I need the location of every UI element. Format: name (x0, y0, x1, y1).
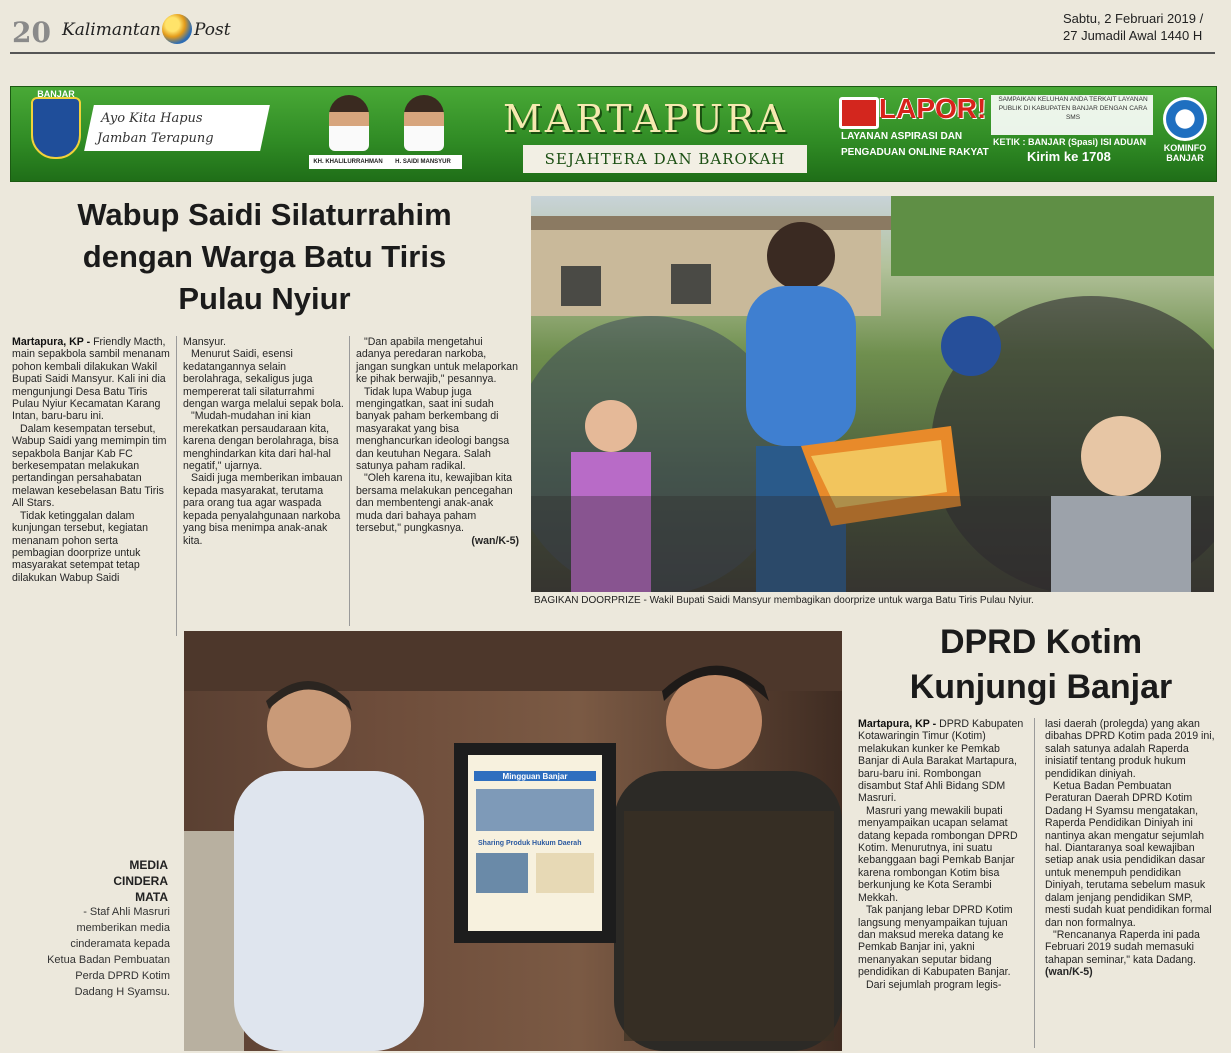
column-divider (349, 336, 350, 626)
lapor-title: LAPOR! (879, 93, 987, 124)
monitor-icon (839, 97, 879, 129)
article2-headline-line-1: DPRD Kotim (939, 623, 1143, 661)
seal-label: BANJAR (37, 89, 75, 99)
article1-headline-line-1: Wabup Saidi Silaturrahim (77, 197, 452, 232)
article1-headline-line-3: Pulau Nyiur (178, 281, 351, 316)
paragraph: "Rencananya Raperda ini pada Februari 2019 sudah memasuki tahapan seminar," kata Dadang. (1045, 928, 1200, 966)
paragraph: DPRD Kabupaten Kotawaringin Timur (Kotim) melakukan kunker ke Pemkab Banjar di Aula Barakat Martapura, baru-baru ini. Rombongan disambut Staf Ahli Bidang SDM Masruri. (858, 718, 1024, 805)
sms-format: KETIK : BANJAR (Spasi) ISI ADUAN (993, 137, 1147, 147)
article2-column-1 (858, 718, 1025, 991)
lapor-subtitle-1: LAYANAN ASPIRASI DAN (841, 131, 963, 142)
sms-number: Kirim ke 1708 (1027, 149, 1111, 164)
caption-title-line-1: MEDIA (129, 858, 168, 872)
kominfo-logo-icon (1163, 97, 1207, 141)
article1-column-2 (183, 336, 344, 547)
paragraph: Ketua Badan Pembuatan Peraturan Daerah DPRD Kotim Dadang H Syamsu mengatakan, Raperda Pendidikan Diniyah ini nantinya akan mengatur sejumlah hal. Diantaranya soal kewajiban setiap anak usia pendidikan dasar untuk menempuh pendidikan Diniyah, terutama sebelum masuk dalam jenjang pendidikan SMP, mesti sudah kuat pendidikan formal dan non formalnya. (1045, 780, 1212, 929)
newspaper-name: Kalimantan (62, 20, 161, 40)
frame-masthead: Mingguan Banjar (502, 772, 568, 781)
kominfo-label: KOMINFO BANJAR (1163, 143, 1207, 163)
issue-date: Sabtu, 2 Februari 2019 / (1063, 11, 1204, 26)
article2-column-2 (1045, 718, 1215, 979)
paragraph: Masruri yang mewakili bupati menyampaikan ucapan selamat datang kepada rombongan DPRD Kotim. Menurutnya, ini suatu kebanggaan bagi Pemkab Banjar karena rombongan Kotim bisa berkunjung ke Kota Serambi Mekkah. (858, 804, 1018, 904)
cindera-mata-scene-illustration (184, 631, 842, 1051)
official-portrait-2 (404, 95, 444, 151)
page-number: 20 (12, 16, 51, 49)
column-divider (176, 336, 177, 636)
article2-signature: (wan/K-5) (1045, 966, 1093, 979)
paragraph: Dari sejumlah program legis- (866, 978, 1002, 991)
paragraph: Tak panjang lebar DPRD Kotim langsung menyampaikan tujuan dan maksud mereka datang ke Pemkab Banjar ini, yakni menanyakan seputar bidang pendidikan di Kabupaten Banjar. (858, 904, 1013, 979)
frame-headline: Sharing Produk Hukum Daerah (478, 840, 582, 847)
slogan-line-1: Ayo Kita Hapus (101, 111, 203, 126)
article2-dateline: Martapura, KP - (858, 718, 937, 730)
column-divider (1034, 718, 1035, 1048)
paragraph: Dalam kesempatan tersebut, Wabup Saidi yang memimpin tim sepakbola Banjar Kab FC berkesempatan melakukan pertandingan persahabatan melawan kesebelasan Batu Tiris All Stars. (12, 422, 167, 510)
caption-title-line-2: CINDERA MATA (113, 874, 168, 904)
slogan-line-2: Jamban Terapung (97, 131, 214, 146)
paragraph: Tidak ketinggalan dalam kunjungan tersebut, kegiatan menanam pohon serta pembagian doorprize untuk masyarakat setempat tetap dilakukan Wabup Saidi (12, 509, 149, 584)
official-name-2: H. SAIDI MANSYUR (384, 155, 462, 169)
banjar-advert-banner (10, 86, 1217, 182)
newspaper-name-suffix: Post (194, 20, 231, 40)
article1-photo (531, 196, 1214, 592)
article1-signature: (wan/K-5) (471, 534, 519, 547)
tagline: SEJAHTERA DAN BAROKAH (544, 150, 786, 168)
paragraph: Tidak lupa Wabup juga mengingatkan, saat ini sudah banyak paham berkembang di masyarakat yang bisa menghancurkan ideologi bangsa dan keutuhan Negara. Salah satunya paham radikal. (356, 385, 510, 473)
article1-column-1 (12, 336, 172, 584)
article1-dateline: Martapura, KP - (12, 336, 91, 348)
city-title: MARTAPURA (503, 97, 788, 141)
banjar-seal-icon (31, 97, 81, 159)
article1-photo-caption: BAGIKAN DOORPRIZE - Wakil Bupati Saidi Mansyur membagikan doorprize untuk warga Batu Tiris Pulau Nyiur. (534, 595, 1034, 606)
article2-headline-line-2: Kunjungi Banjar (909, 668, 1173, 706)
article1-headline-line-2: dengan Warga Batu Tiris (82, 239, 447, 274)
paragraph: "Mudah-mudahan ini kian merekatkan persaudaraan kita, karena dengan berolahraga, bisa menghindarkan kita dari hal-hal negatif," ujarnya. (183, 410, 339, 473)
article2-photo (184, 631, 842, 1051)
issue-hijri-date: 27 Jumadil Awal 1440 H (1063, 28, 1203, 43)
globe-logo-icon (162, 14, 192, 44)
paragraph: Mansyur. (183, 336, 226, 348)
paragraph: Friendly Macth, main sepakbola sambil menanam pohon kembali dilakukan Wakil Bupati Saidi Mansyur. Kali ini dia mengunjungi Desa Batu Tiris Pulau Nyiur Kecamatan Karang Intan, baru-baru ini. (12, 336, 170, 423)
official-portrait-1 (329, 95, 369, 151)
sms-instructions: SAMPAIKAN KELUHAN ANDA TERKAIT LAYANAN PUBLIK DI KABUPATEN BANJAR DENGAN CARA SMS (998, 96, 1148, 121)
article2-caption-title (80, 857, 168, 905)
paragraph: Menurut Saidi, esensi kedatangannya selain berolahraga, sekaligus juga mempererat tali silaturrahmi dengan warga melalui sepak bola. (183, 348, 344, 411)
paragraph: "Oleh karena itu, kewajiban kita bersama melakukan pencegahan dan membentengi anak-anak muda dari bahaya paham tersebut," pungkasnya. (356, 472, 513, 535)
lapor-subtitle-2: PENGADUAN ONLINE RAKYAT (841, 147, 989, 158)
paragraph: "Dan apabila mengetahui adanya peredaran narkoba, jangan sungkan untuk melaporkan ke pihak berwajib," pesannya. (356, 336, 518, 386)
article2-caption-body: - Staf Ahli Masruri memberikan media cinderamata kepada Ketua Badan Pembuatan Perda DPRD Kotim Dadang H Syamsu. (47, 906, 170, 998)
masthead-rule (10, 52, 1215, 54)
official-name-1: KH. KHALILURRAHMAN (309, 155, 387, 169)
paragraph: Saidi juga memberikan imbauan kepada masyarakat, terutama para orang tua agar waspada kepada penyalahgunaan narkoba yang bisa menimpa anak-anak kita. (183, 472, 343, 547)
doorprize-scene-illustration (531, 196, 1214, 592)
article1-column-3 (356, 336, 519, 547)
paragraph: lasi daerah (prolegda) yang akan dibahas DPRD Kotim pada 2019 ini, salah satunya adalah Raperda inisiatif tentang produk hukum pendidikan diniyah. (1045, 718, 1215, 780)
